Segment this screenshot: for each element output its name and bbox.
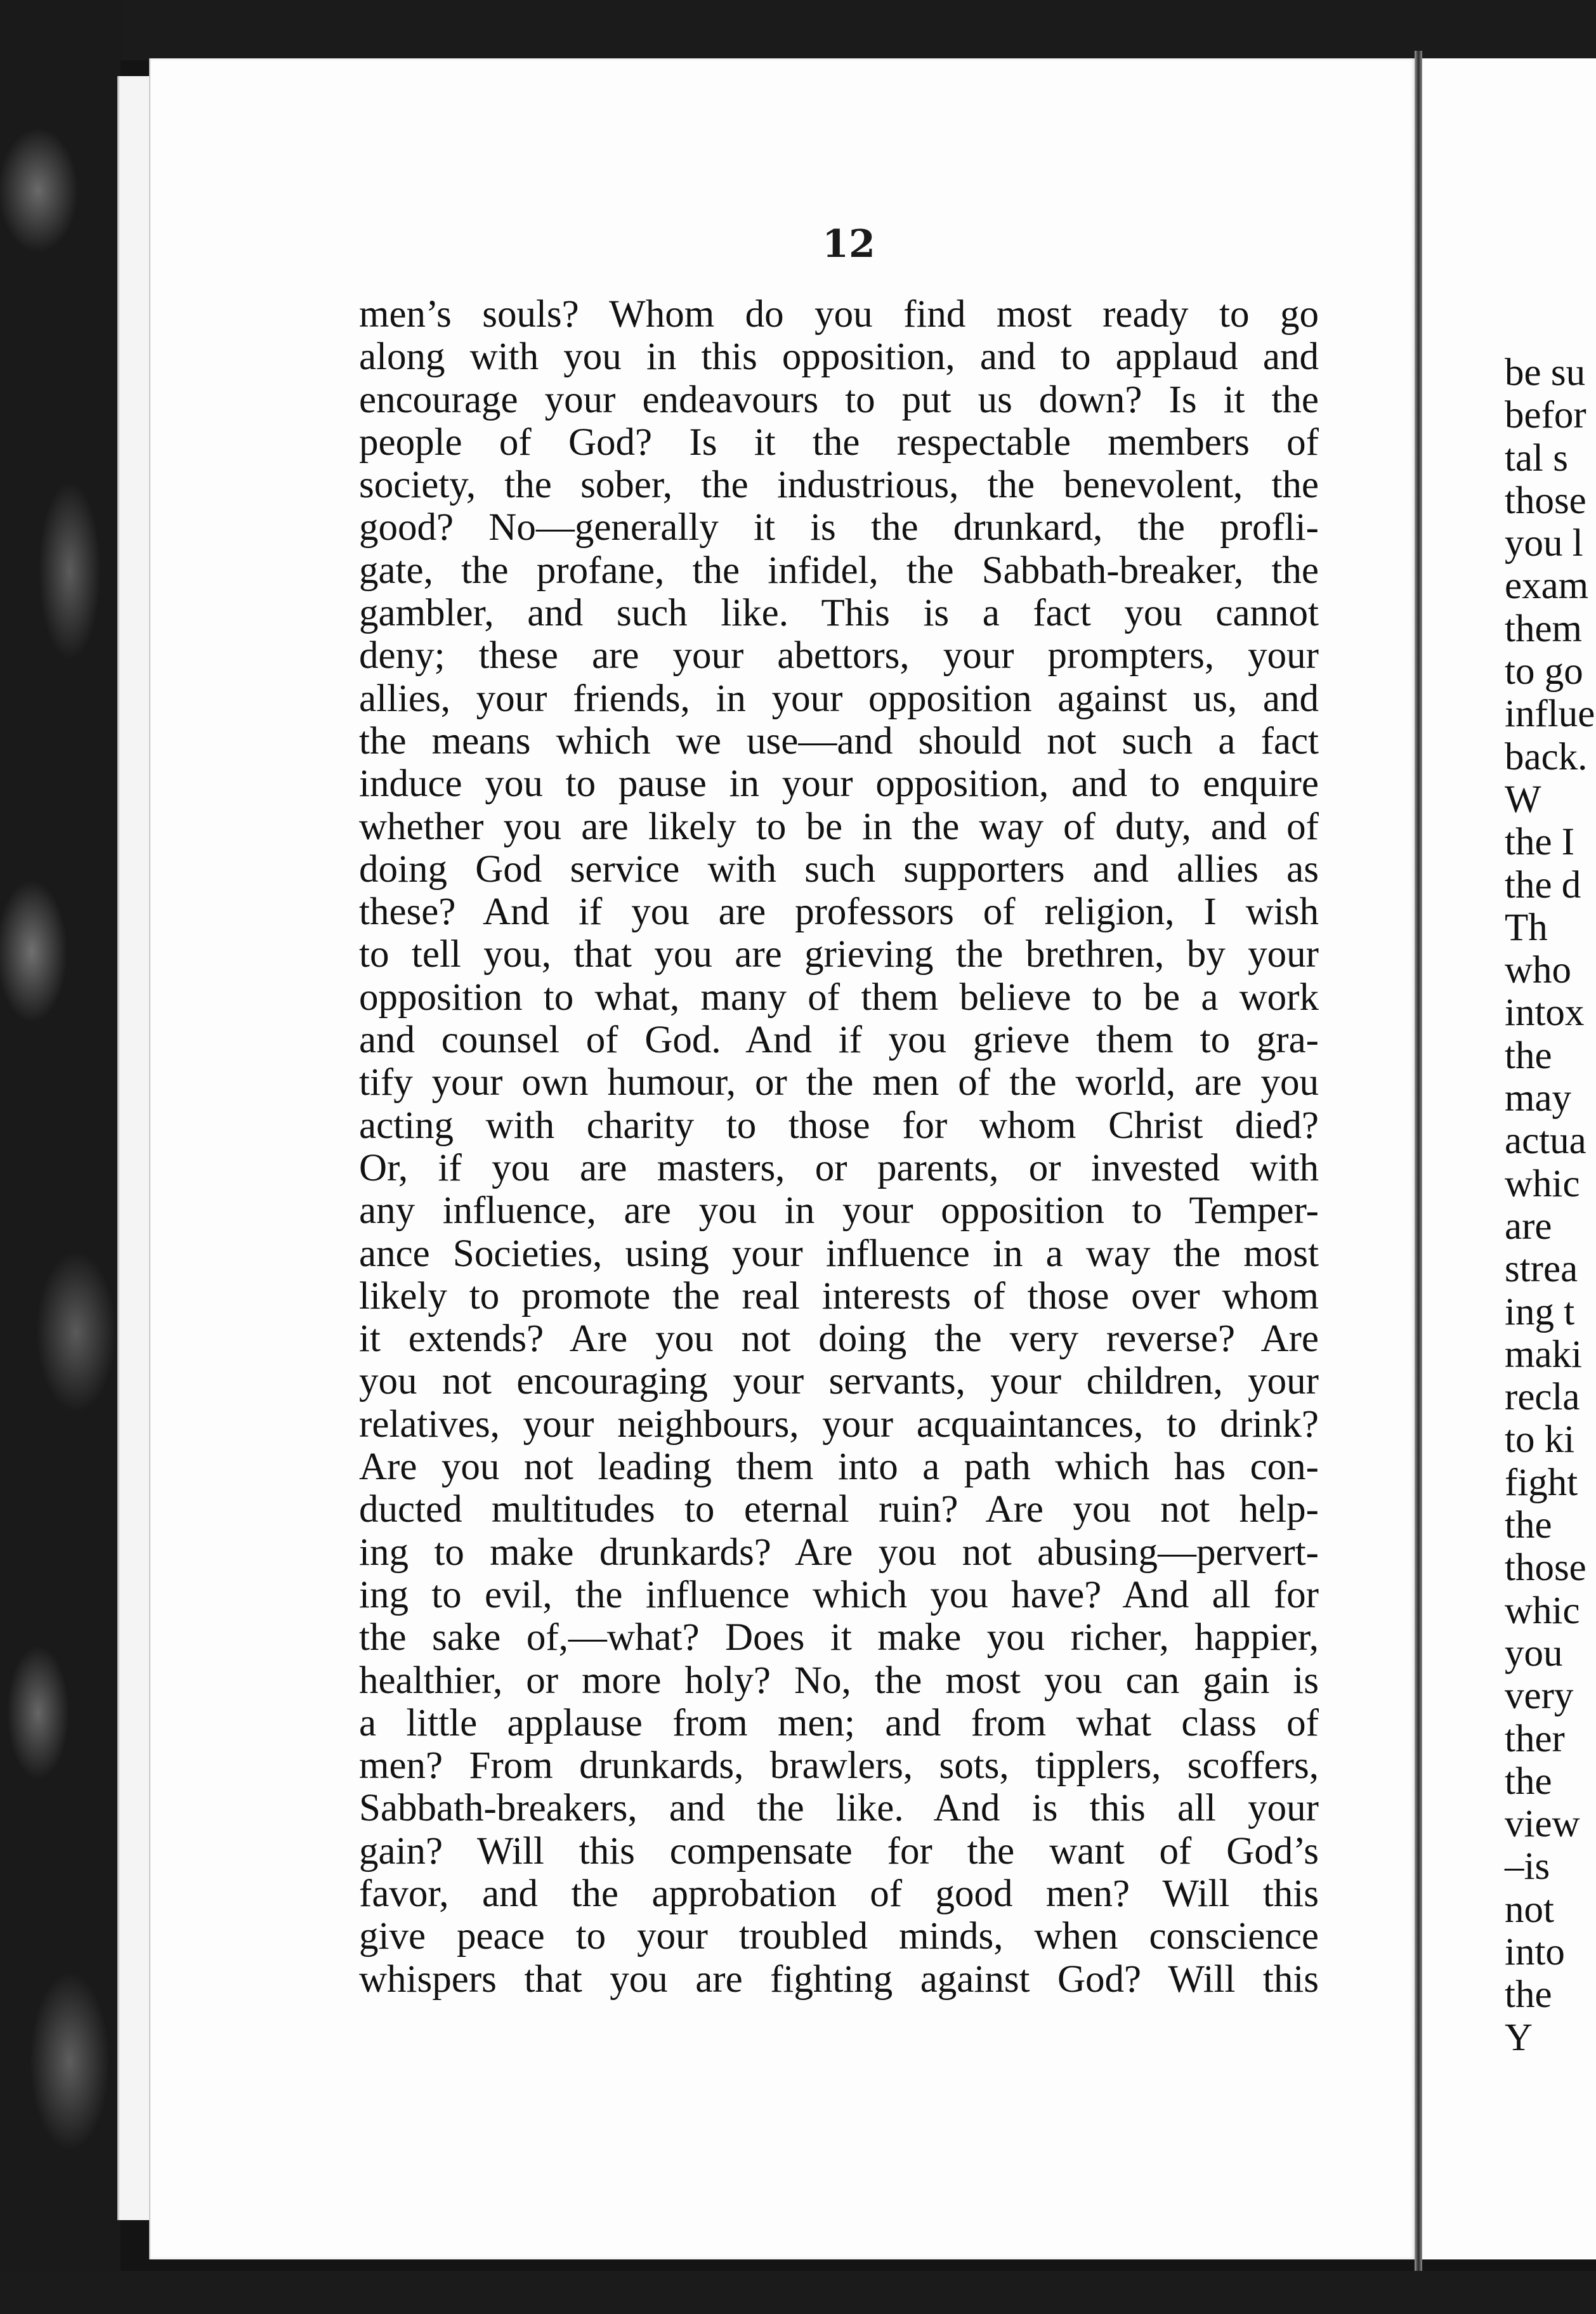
- scan-bottom-border: [0, 2271, 1596, 2314]
- text-fragment: not: [1505, 1888, 1554, 1931]
- main-text-block: [359, 293, 1319, 2001]
- text-fragment: exam: [1505, 565, 1589, 608]
- text-fragment: ther: [1505, 1717, 1565, 1760]
- text-fragment: maki: [1505, 1333, 1582, 1376]
- text-fragment: the I: [1505, 821, 1575, 864]
- text-fragment: to go: [1505, 650, 1583, 693]
- text-line: whispers that you are fighting against God? Will this: [359, 1958, 1319, 2001]
- right-page-text: [1505, 351, 1596, 2059]
- text-line: along with you in this opposition, and to applaud and: [359, 336, 1319, 379]
- text-fragment: the: [1505, 1760, 1552, 1803]
- text-fragment: actua: [1505, 1120, 1586, 1163]
- text-fragment: who: [1505, 949, 1572, 992]
- text-line: give peace to your troubled minds, when conscience: [359, 1915, 1319, 1958]
- text-fragment: the: [1505, 1504, 1552, 1547]
- text-fragment: to ki: [1505, 1418, 1575, 1461]
- scan-top-border: [0, 0, 1596, 60]
- text-line: deny; these are your abettors, your prompters, your: [359, 634, 1319, 677]
- text-line: to tell you, that you are grieving the brethren, by your: [359, 933, 1319, 976]
- text-line: gain? Will this compensate for the want of God’s: [359, 1829, 1319, 1873]
- text-line: any influence, are you in your opposition to Temper-: [359, 1189, 1319, 1232]
- text-fragment: Th: [1505, 906, 1548, 949]
- text-fragment: fight: [1505, 1461, 1578, 1504]
- text-line: these? And if you are professors of religion, I wish: [359, 891, 1319, 934]
- text-fragment: you l: [1505, 522, 1583, 565]
- text-line: relatives, your neighbours, your acquaintances, to drink?: [359, 1402, 1319, 1446]
- text-line: Sabbath-breakers, and the like. And is this all your: [359, 1787, 1319, 1830]
- text-fragment: those: [1505, 1546, 1586, 1590]
- text-line: gambler, and such like. This is a fact you cannot: [359, 592, 1319, 635]
- text-line: gate, the profane, the infidel, the Sabbath-breaker, the: [359, 549, 1319, 592]
- text-line: ing to evil, the influence which you have? And all for: [359, 1573, 1319, 1616]
- text-line: ducted multitudes to eternal ruin? Are you not help-: [359, 1488, 1319, 1531]
- text-fragment: be su: [1505, 351, 1586, 394]
- text-line: acting with charity to those for whom Christ died?: [359, 1104, 1319, 1147]
- text-line: you not encouraging your servants, your children, your: [359, 1360, 1319, 1403]
- text-fragment: view: [1505, 1803, 1580, 1846]
- text-fragment: those: [1505, 479, 1586, 522]
- text-fragment: very: [1505, 1675, 1574, 1718]
- text-line: tify your own humour, or the men of the world, are you: [359, 1061, 1319, 1104]
- text-fragment: are: [1505, 1205, 1552, 1248]
- text-fragment: the d: [1505, 863, 1581, 906]
- text-line: the means which we use—and should not such a fact: [359, 719, 1319, 762]
- text-fragment: into: [1505, 1930, 1565, 1973]
- text-fragment: W: [1505, 778, 1541, 821]
- text-line: allies, your friends, in your opposition against us, and: [359, 677, 1319, 720]
- text-fragment: the: [1505, 1034, 1552, 1077]
- text-fragment: strea: [1505, 1248, 1578, 1291]
- text-line: society, the sober, the industrious, the benevolent, the: [359, 464, 1319, 507]
- text-line: good? No—generally it is the drunkard, the profli-: [359, 506, 1319, 549]
- text-fragment: befor: [1505, 394, 1586, 437]
- text-line: Or, if you are masters, or parents, or invested with: [359, 1146, 1319, 1189]
- text-line: whether you are likely to be in the way of duty, and of: [359, 805, 1319, 848]
- text-fragment: ing t: [1505, 1290, 1575, 1333]
- text-fragment: you: [1505, 1631, 1563, 1675]
- right-page-partial: [1422, 58, 1596, 2259]
- text-line: ing to make drunkards? Are you not abusing—pervert-: [359, 1531, 1319, 1574]
- text-fragment: whic: [1505, 1162, 1580, 1205]
- text-line: likely to promote the real interests of those over whom: [359, 1274, 1319, 1317]
- text-line: favor, and the approbation of good men? Will this: [359, 1872, 1319, 1915]
- text-line: doing God service with such supporters and allies as: [359, 847, 1319, 891]
- page-number: 12: [822, 222, 875, 266]
- text-line: opposition to what, many of them believe to be a work: [359, 976, 1319, 1019]
- text-line: Are you not leading them into a path which has con-: [359, 1446, 1319, 1489]
- text-fragment: them: [1505, 607, 1582, 650]
- text-fragment: back.: [1505, 735, 1588, 778]
- text-fragment: whic: [1505, 1589, 1580, 1632]
- text-fragment: intox: [1505, 991, 1585, 1035]
- text-line: and counsel of God. And if you grieve them to gra-: [359, 1019, 1319, 1062]
- text-line: people of God? Is it the respectable members of: [359, 421, 1319, 464]
- text-fragment: may: [1505, 1077, 1572, 1120]
- text-line: induce you to pause in your opposition, and to enquire: [359, 762, 1319, 806]
- text-line: a little applause from men; and from what class of: [359, 1701, 1319, 1744]
- text-line: it extends? Are you not doing the very reverse? Are: [359, 1317, 1319, 1361]
- text-fragment: tal s: [1505, 436, 1568, 480]
- text-fragment: Y: [1505, 2016, 1533, 2059]
- text-fragment: recla: [1505, 1376, 1580, 1419]
- book-gutter: [1415, 51, 1422, 2271]
- text-line: men? From drunkards, brawlers, sots, tipplers, scoffers,: [359, 1744, 1319, 1788]
- text-line: the sake of,—what? Does it make you richer, happier,: [359, 1616, 1319, 1659]
- text-line: men’s souls? Whom do you find most ready to go: [359, 293, 1319, 336]
- book-cover-marbled: [0, 0, 121, 2314]
- text-fragment: influe: [1505, 693, 1595, 736]
- text-line: healthier, or more holy? No, the most you can gain is: [359, 1659, 1319, 1702]
- text-fragment: the: [1505, 1973, 1552, 2017]
- text-line: ance Societies, using your influence in a way the most: [359, 1232, 1319, 1275]
- text-fragment: –is: [1505, 1845, 1550, 1888]
- text-line: encourage your endeavours to put us down? Is it the: [359, 378, 1319, 421]
